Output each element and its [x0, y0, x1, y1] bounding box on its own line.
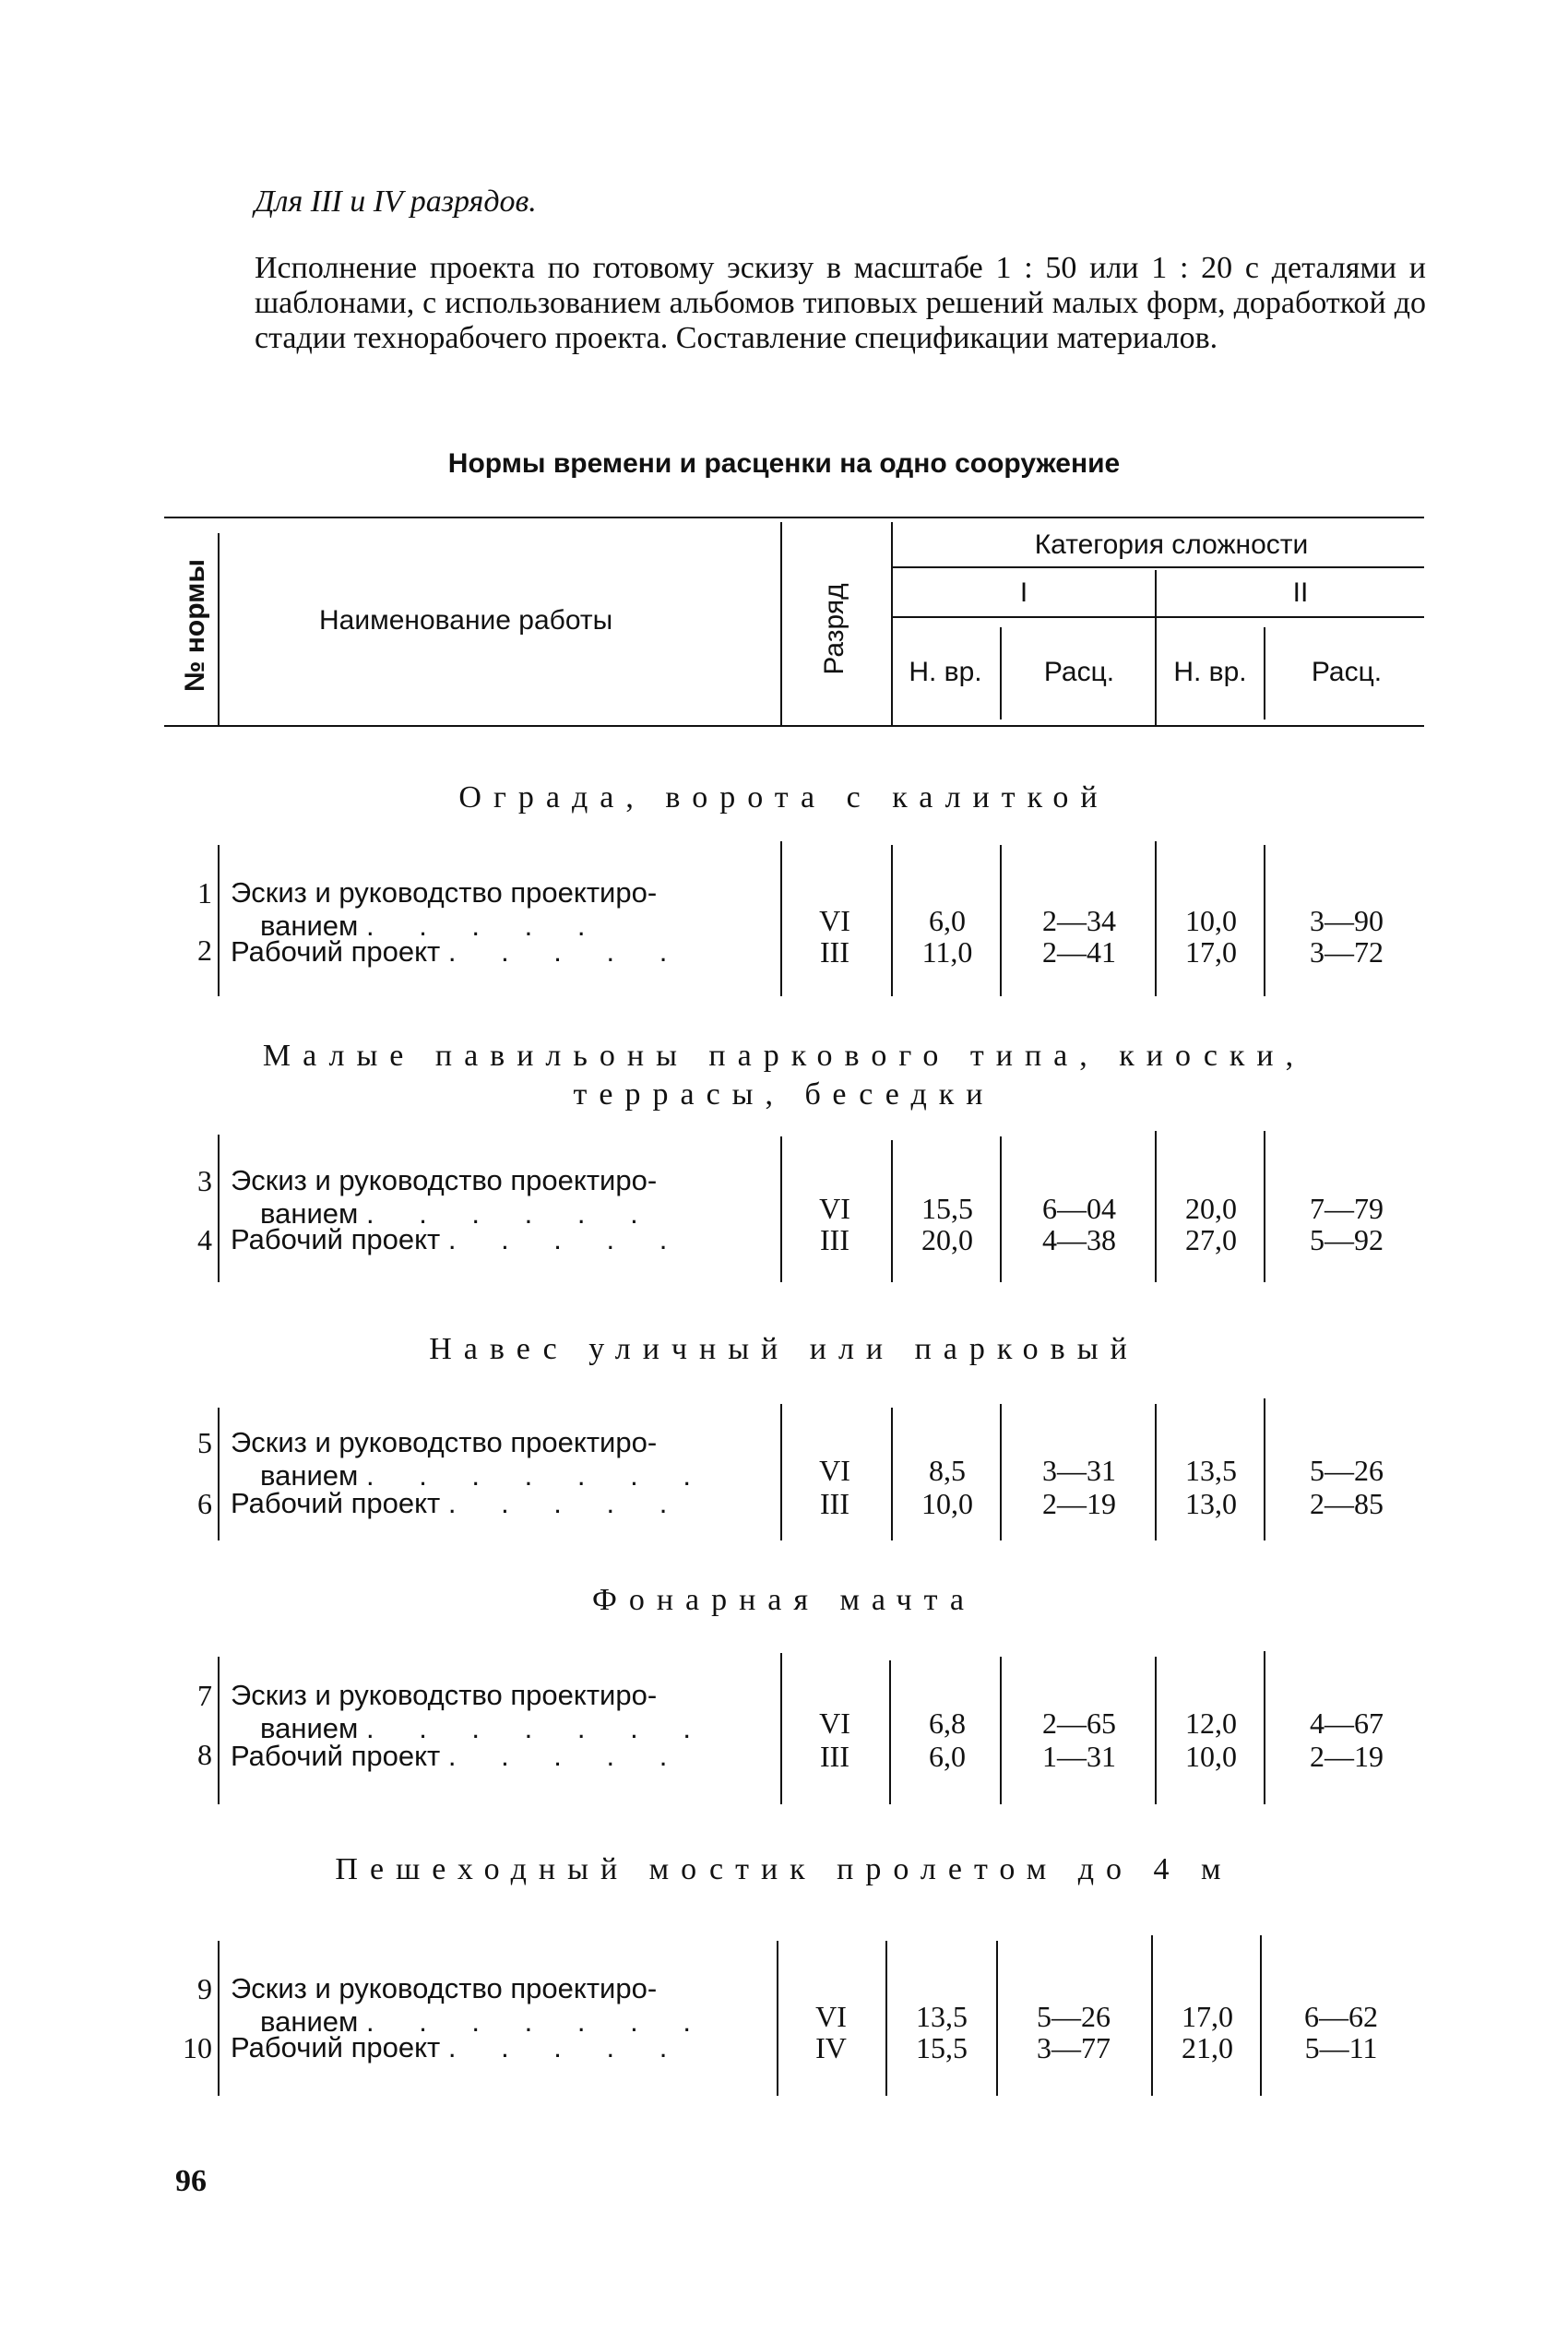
- row-name: [231, 2031, 769, 2064]
- header-vline-5: [1000, 627, 1002, 720]
- col-rule: [218, 1941, 220, 2096]
- grade-cell: III: [820, 1487, 849, 1520]
- row-name: [231, 876, 769, 943]
- header-vline-1: [218, 533, 220, 727]
- rasc-i-cell: 3—31: [1042, 1454, 1116, 1487]
- hvr-i-cell: 10,0: [921, 1487, 973, 1520]
- grade-cell: III: [820, 935, 849, 969]
- hvr-ii-cell: 20,0: [1185, 1192, 1237, 1225]
- row-name: [231, 1740, 769, 1773]
- leader-dots: . . . . .: [447, 1740, 686, 1772]
- section-title: Фонарная мачта: [591, 1583, 977, 1617]
- leader-dots: . . . . . . .: [365, 1712, 709, 1744]
- col-rule: [1000, 845, 1002, 996]
- col-rule: [780, 1653, 782, 1804]
- header-rasc-2: Расц.: [1311, 657, 1383, 687]
- col-rule: [1264, 1131, 1265, 1282]
- col-rule: [1264, 1398, 1265, 1540]
- row-name-line: Рабочий проект: [231, 935, 441, 968]
- header-vline-2: [780, 522, 782, 727]
- header-name: Наименование работы: [319, 605, 613, 636]
- rasc-ii-cell: 5—11: [1304, 2031, 1378, 2064]
- row-name: [231, 1679, 769, 1745]
- col-rule: [891, 1408, 893, 1540]
- leader-dots: . . . . .: [447, 1223, 686, 1255]
- rasc-i-cell: 2—19: [1042, 1487, 1116, 1520]
- rasc-i-cell: 5—26: [1037, 2000, 1111, 2033]
- row-name: [231, 1426, 769, 1493]
- row-number: 4: [197, 1223, 212, 1256]
- col-rule: [1000, 1136, 1002, 1282]
- col-rule: [996, 1941, 998, 2096]
- rasc-ii-cell: 4—67: [1310, 1707, 1384, 1740]
- row-name-line: Эскиз и руководство проектиро-: [231, 1426, 658, 1458]
- intro-heading: Для III и IV разрядов.: [255, 184, 537, 219]
- hvr-ii-cell: 27,0: [1185, 1223, 1237, 1256]
- header-cat-2: II: [1292, 577, 1309, 608]
- rasc-ii-cell: 2—19: [1310, 1740, 1384, 1773]
- hvr-ii-cell: 13,5: [1185, 1454, 1237, 1487]
- header-category: Категория сложности: [1034, 529, 1309, 560]
- row-name-line2: ванием: [260, 1712, 359, 1744]
- col-rule: [1155, 1657, 1157, 1804]
- header-hvr-2: Н. вр.: [1173, 657, 1247, 687]
- header-rasc-1: Расц.: [1043, 657, 1115, 687]
- rasc-i-cell: 6—04: [1042, 1192, 1116, 1225]
- section-title: Ограда, ворота с калиткой: [458, 780, 1110, 815]
- rasc-ii-cell: 2—85: [1310, 1487, 1384, 1520]
- row-number: 3: [197, 1164, 212, 1197]
- row-name-line: Эскиз и руководство проектиро-: [231, 876, 658, 909]
- header-vline-3: [891, 522, 893, 727]
- col-rule: [780, 1404, 782, 1540]
- grade-cell: IV: [815, 2031, 847, 2064]
- page-number: 96: [175, 2164, 207, 2198]
- col-rule: [218, 1135, 220, 1282]
- grade-cell: VI: [815, 2000, 847, 2033]
- leader-dots: . . . . .: [447, 2031, 686, 2063]
- category-rule: [893, 566, 1424, 568]
- header-top-rule: [164, 517, 1424, 518]
- grade-cell: VI: [819, 904, 850, 937]
- rasc-i-cell: 4—38: [1042, 1223, 1116, 1256]
- section-title: Малые павильоны паркового типа, киоски,: [262, 1039, 1306, 1073]
- row-number: 10: [183, 2031, 212, 2064]
- col-rule: [780, 1136, 782, 1282]
- col-rule: [1264, 1651, 1265, 1804]
- hvr-i-cell: 15,5: [916, 2031, 968, 2064]
- grade-cell: VI: [819, 1192, 850, 1225]
- row-name-line: Рабочий проект: [231, 1740, 441, 1772]
- leader-dots: . . . . .: [365, 910, 604, 942]
- col-rule: [1155, 841, 1157, 996]
- rasc-i-cell: 2—41: [1042, 935, 1116, 969]
- col-rule: [218, 1408, 220, 1540]
- hvr-ii-cell: 17,0: [1185, 935, 1237, 969]
- leader-dots: . . . . . . .: [365, 2005, 709, 2038]
- rasc-ii-cell: 3—90: [1310, 904, 1384, 937]
- hvr-i-cell: 20,0: [921, 1223, 973, 1256]
- col-rule: [1155, 1404, 1157, 1540]
- grade-cell: VI: [819, 1454, 850, 1487]
- header-vline-6: [1264, 627, 1265, 720]
- rasc-ii-cell: 5—26: [1310, 1454, 1384, 1487]
- row-name-line: Эскиз и руководство проектиро-: [231, 1164, 658, 1196]
- col-rule: [1000, 1404, 1002, 1540]
- rasc-i-cell: 1—31: [1042, 1740, 1116, 1773]
- rasc-i-cell: 2—34: [1042, 904, 1116, 937]
- col-rule: [777, 1941, 778, 2096]
- col-rule: [1000, 1657, 1002, 1804]
- hvr-i-cell: 6,8: [929, 1707, 966, 1740]
- row-name-line: Рабочий проект: [231, 2031, 441, 2063]
- section-title-line2: террасы, беседки: [573, 1077, 995, 1112]
- rasc-ii-cell: 5—92: [1310, 1223, 1384, 1256]
- col-rule: [891, 845, 893, 996]
- col-rule: [218, 845, 220, 996]
- col-rule: [889, 1660, 891, 1804]
- rasc-ii-cell: 6—62: [1304, 2000, 1378, 2033]
- col-rule: [1151, 1935, 1153, 2096]
- hvr-i-cell: 6,0: [929, 904, 966, 937]
- subcategory-rule: [893, 616, 1424, 618]
- col-rule: [780, 841, 782, 996]
- row-name: [231, 1972, 769, 2039]
- row-number: 5: [197, 1426, 212, 1459]
- col-rule: [1260, 1935, 1262, 2096]
- section-title-text: Пешеходный мостик пролетом до 4 м: [335, 1852, 1233, 1886]
- row-name: [231, 1223, 769, 1256]
- row-number: 8: [197, 1738, 212, 1771]
- row-number: 9: [197, 1972, 212, 2005]
- hvr-i-cell: 6,0: [929, 1740, 966, 1773]
- hvr-i-cell: 13,5: [916, 2000, 968, 2033]
- col-rule: [891, 1140, 893, 1282]
- header-number: № нормы: [180, 559, 210, 692]
- header-grade: Разряд: [819, 583, 849, 675]
- table-title: Нормы времени и расценки на одно сооружение: [447, 448, 1121, 479]
- grade-cell: III: [820, 1740, 849, 1773]
- header-hvr-1: Н. вр.: [909, 657, 982, 687]
- hvr-ii-cell: 17,0: [1182, 2000, 1233, 2033]
- leader-dots: . . . . .: [447, 935, 686, 968]
- rasc-i-cell: 2—65: [1042, 1707, 1116, 1740]
- row-name-line2: ванием: [260, 1459, 359, 1492]
- leader-dots: . . . . .: [447, 1487, 686, 1519]
- row-number: 6: [197, 1487, 212, 1520]
- row-name: [231, 935, 769, 969]
- hvr-ii-cell: 10,0: [1185, 904, 1237, 937]
- rasc-i-cell: 3—77: [1037, 2031, 1111, 2064]
- header-bottom-rule: [164, 725, 1424, 727]
- section-title: Навес уличный или парковый: [429, 1332, 1139, 1366]
- col-rule: [1264, 845, 1265, 996]
- row-name-line2: ванием: [260, 2005, 359, 2038]
- leader-dots: . . . . . . .: [365, 1459, 709, 1492]
- row-number: 2: [197, 934, 212, 967]
- col-rule: [218, 1657, 220, 1804]
- rasc-ii-cell: 7—79: [1310, 1192, 1384, 1225]
- row-name-line: Рабочий проект: [231, 1223, 441, 1255]
- header-vline-4: [1155, 570, 1157, 727]
- hvr-i-cell: 15,5: [921, 1192, 973, 1225]
- intro-paragraph: Исполнение проекта по готовому эскизу в масштабе 1 : 50 или 1 : 20 с деталями и шаблонами, с использованием альбомов типовых решений малых форм, доработкой до стадии технорабочего проекта. Составление спецификации материалов.: [255, 251, 1426, 355]
- row-name-line2: ванием: [260, 910, 359, 942]
- header-cat-1: I: [1019, 577, 1028, 608]
- hvr-i-cell: 8,5: [929, 1454, 966, 1487]
- col-rule: [885, 1941, 887, 2096]
- hvr-ii-cell: 13,0: [1185, 1487, 1237, 1520]
- row-name: [231, 1164, 769, 1231]
- hvr-ii-cell: 12,0: [1185, 1707, 1237, 1740]
- grade-cell: III: [820, 1223, 849, 1256]
- row-number: 1: [197, 876, 212, 910]
- hvr-i-cell: 11,0: [921, 935, 973, 969]
- row-name-line2: ванием: [260, 1197, 359, 1230]
- row-name-line: Эскиз и руководство проектиро-: [231, 1972, 658, 2004]
- hvr-ii-cell: 21,0: [1182, 2031, 1233, 2064]
- leader-dots: . . . . . .: [365, 1197, 657, 1230]
- row-name-line: Рабочий проект: [231, 1487, 441, 1519]
- section-title: [0, 1852, 1568, 1887]
- hvr-ii-cell: 10,0: [1185, 1740, 1237, 1773]
- grade-cell: VI: [819, 1707, 850, 1740]
- rasc-ii-cell: 3—72: [1310, 935, 1384, 969]
- row-name-line: Эскиз и руководство проектиро-: [231, 1679, 658, 1711]
- row-name: [231, 1487, 769, 1520]
- col-rule: [1155, 1131, 1157, 1282]
- row-number: 7: [197, 1679, 212, 1712]
